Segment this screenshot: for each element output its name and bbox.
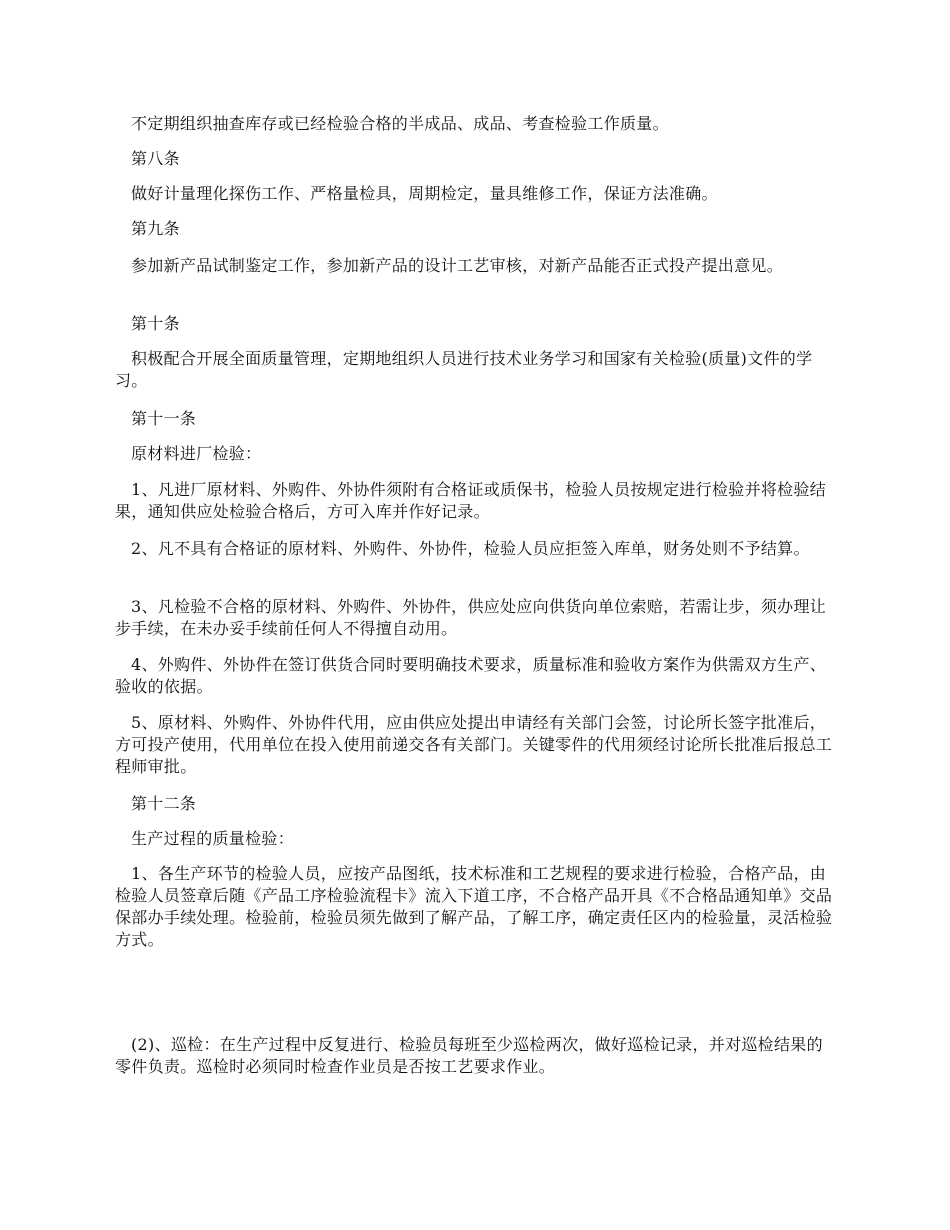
article-12-heading: 第十二条 [131, 794, 197, 813]
raw-material-item-1: 1、凡进厂原材料、外购件、外协件须附有合格证或质保书，检验人员按规定进行检验并将检验结果，通知供应处检验合格后，方可入库并作好记录。 [115, 480, 827, 521]
raw-material-item-2: 2、凡不具有合格证的原材料、外购件、外协件，检验人员应拒签入库单，财务处则不予结算。 [131, 539, 810, 558]
paragraph-quality-management: 积极配合开展全面质量管理，定期地组织人员进行技术业务学习和国家有关检验(质量)文件的学习。 [115, 349, 813, 390]
article-11-heading: 第十一条 [131, 409, 197, 428]
article-8-heading: 第八条 [131, 149, 180, 168]
paragraph-new-product: 参加新产品试制鉴定工作，参加新产品的设计工艺审核，对新产品能否正式投产提出意见。 [131, 256, 784, 275]
raw-material-item-3: 3、凡检验不合格的原材料、外购件、外协件，供应处应向供货向单位索赔，若需让步，须办理让步手续，在未办妥手续前任何人不得擅自动用。 [115, 597, 827, 638]
article-10-heading: 第十条 [131, 314, 180, 333]
raw-material-item-5: 5、原材料、外购件、外协件代用，应由供应处提出申请经有关部门会签，讨论所长签字批准后，方可投产使用，代用单位在投入使用前递交各有关部门。关键零件的代用须经讨论所长批准后报总工程师审批。 [115, 713, 833, 776]
production-item-1: 1、各生产环节的检验人员，应按产品图纸，技术标准和工艺规程的要求进行检验，合格产品，由检验人员签章后随《产品工序检验流程卡》流入下道工序，不合格产品开具《不合格品通知单》交品保部办手续处理。检验前，检验员须先做到了解产品，了解工序，确定责任区内的检验量，灵活检验方式。 [115, 864, 833, 949]
paragraph-measurement: 做好计量理化探伤工作、严格量检具，周期检定，量具维修工作，保证方法准确。 [131, 184, 718, 203]
article-9-heading: 第九条 [131, 219, 180, 238]
production-inspection-heading: 生产过程的质量检验： [131, 829, 295, 848]
paragraph-inspection-audit: 不定期组织抽查库存或已经检验合格的半成品、成品、考查检验工作质量。 [131, 114, 669, 133]
raw-material-item-4: 4、外购件、外协件在签订供货合同时要明确技术要求，质量标准和验收方案作为供需双方生产、验收的依据。 [115, 655, 827, 696]
patrol-inspection-paragraph: (2)、巡检：在生产过程中反复进行、检验员每班至少巡检两次，做好巡检记录，并对巡检结果的零件负责。巡检时必须同时检查作业员是否按工艺要求作业。 [115, 1035, 823, 1076]
raw-material-inspection-heading: 原材料进厂检验： [131, 444, 262, 463]
